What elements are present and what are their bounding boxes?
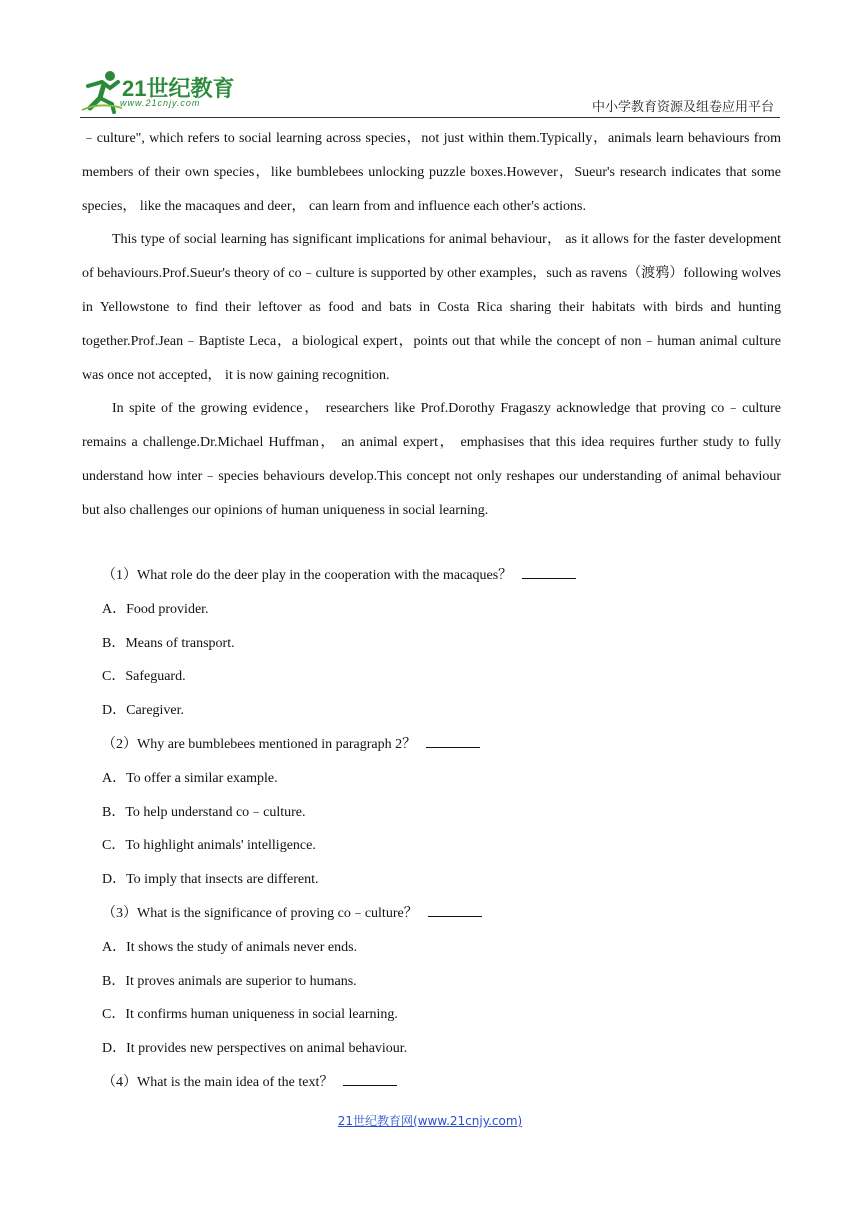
logo	[80, 66, 260, 116]
answer-option[interactable]: D．It provides new perspectives on animal behaviour.	[102, 1041, 408, 1057]
answer-option[interactable]: B．It proves animals are superior to humans.	[102, 973, 357, 989]
question-stem: （2）Why are bumblebees mentioned in paragraph 2？	[82, 728, 781, 762]
logo-url: www.21cnjy.com	[120, 98, 201, 108]
answer-option[interactable]: C．To highlight animals' intelligence.	[102, 838, 316, 854]
reading-passage	[82, 122, 781, 528]
answer-option[interactable]: A．Food provider.	[102, 601, 209, 617]
logo-text: 21世纪教育	[122, 76, 235, 101]
platform-title: 中小学教育资源及组卷应用平台	[591, 100, 774, 115]
question-stem: （4）What is the main idea of the text？	[82, 1066, 781, 1100]
question-list	[82, 559, 781, 1100]
page-header	[80, 66, 780, 118]
passage-paragraph: In spite of the growing evidence， researchers like Prof.Dorothy Fragaszy acknowledge that proving co﹣culture remains a challenge.Dr.Michael Huffman， an animal expert， emphasises that this idea requires further study to fully understand how inter﹣species behaviours develop.This concept not only reshapes our understanding of animal behaviour but also challenges our opinions of human uniqueness in social learning.	[82, 401, 781, 518]
answer-option[interactable]: D．Caregiver.	[102, 703, 185, 719]
answer-option[interactable]: A．It shows the study of animals never ends.	[102, 939, 358, 955]
answer-option[interactable]: B．Means of transport.	[102, 635, 235, 651]
passage-paragraph: ﹣culture", which refers to social learning across species，not just within them.Typically，animals learn behaviours from members of their own species，like bumblebees unlocking puzzle boxes.However，Sueur's research indicates that some species， like the macaques and deer， can learn from and influence each other's actions.	[82, 131, 781, 214]
answer-blank[interactable]	[428, 898, 482, 917]
answer-option[interactable]: B．To help understand co﹣culture.	[102, 804, 306, 820]
page-footer	[0, 1112, 860, 1129]
passage-paragraph: This type of social learning has significant implications for animal behaviour， as it allows for the faster development of behaviours.Prof.Sueur's theory of co﹣culture is supported by other examples，such as ravens（渡鸦）following wolves in Yellowstone to find their leftover as food and bats in Costa Rica sharing their habitats with birds and hunting together.Prof.Jean﹣Baptiste Leca，a biological expert，points out that while the concept of non﹣human animal culture was once not accepted， it is now gaining recognition.	[82, 232, 781, 383]
answer-blank[interactable]	[343, 1067, 397, 1086]
runner-logo-icon	[80, 68, 124, 114]
answer-blank[interactable]	[426, 729, 480, 748]
answer-option[interactable]: A．To offer a similar example.	[102, 770, 278, 786]
header-divider	[80, 117, 780, 118]
answer-option[interactable]: C．Safeguard.	[102, 669, 186, 685]
footer-link[interactable]: 21世纪教育网(www.21cnjy.com)	[337, 1114, 523, 1128]
question-stem: （3）What is the significance of proving co﹣culture？	[82, 897, 781, 931]
answer-blank[interactable]	[522, 560, 576, 579]
question-stem: （1）What role do the deer play in the cooperation with the macaques？	[82, 559, 781, 593]
answer-option[interactable]: C．It confirms human uniqueness in social learning.	[102, 1007, 398, 1023]
answer-option[interactable]: D．To imply that insects are different.	[102, 872, 319, 888]
